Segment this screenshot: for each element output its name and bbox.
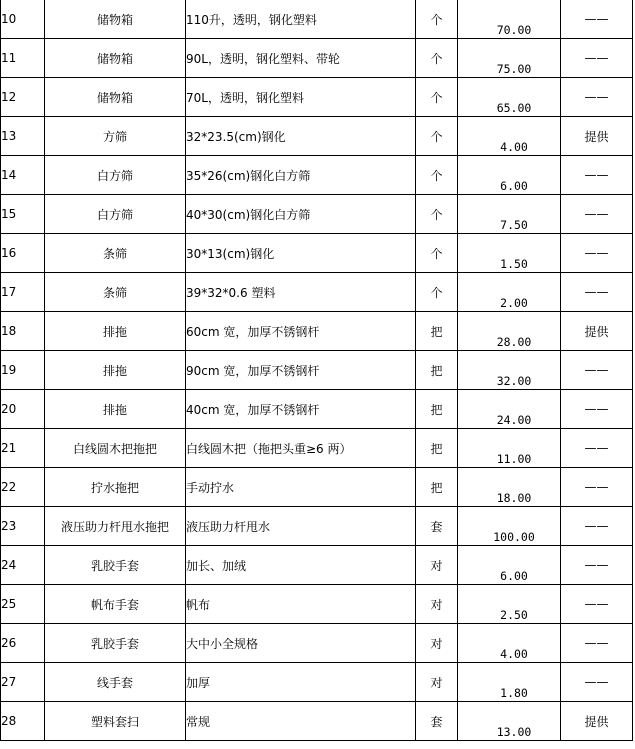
item-note-cell xyxy=(561,78,633,117)
item-number-cell xyxy=(1,663,45,702)
item-spec-text: 32*23.5(cm)钢化 xyxy=(186,129,286,144)
item-note-cell xyxy=(561,351,633,390)
item-spec-text: 手动拧水 xyxy=(186,480,235,495)
item-price-cell xyxy=(458,234,561,273)
item-note-cell xyxy=(561,390,633,429)
item-note-text: —— xyxy=(584,168,609,182)
item-number-cell xyxy=(1,624,45,663)
item-spec-cell xyxy=(186,507,416,546)
item-name-text: 乳胶手套 xyxy=(90,636,139,651)
item-spec-text: 帆布 xyxy=(186,597,211,612)
item-note-cell xyxy=(561,507,633,546)
table-row xyxy=(1,195,633,234)
item-number-text: 20 xyxy=(1,402,17,416)
item-price-text: 4.00 xyxy=(500,647,528,661)
item-spec-cell xyxy=(186,0,416,39)
table-row xyxy=(1,39,633,78)
item-number-cell xyxy=(1,78,45,117)
item-price-cell xyxy=(458,507,561,546)
item-price-cell xyxy=(458,546,561,585)
item-name-cell xyxy=(45,663,186,702)
item-price-text: 6.00 xyxy=(500,569,528,583)
item-number-cell xyxy=(1,39,45,78)
table-row xyxy=(1,429,633,468)
item-unit-text: 把 xyxy=(430,480,443,495)
item-name-text: 排拖 xyxy=(102,324,127,339)
table-row xyxy=(1,468,633,507)
item-spec-text: 90L，透明，钢化塑料、带轮 xyxy=(186,51,340,66)
table-row xyxy=(1,156,633,195)
item-number-text: 23 xyxy=(1,519,17,533)
item-name-text: 条筛 xyxy=(102,285,127,300)
item-spec-cell xyxy=(186,117,416,156)
item-spec-text: 39*32*0.6 塑料 xyxy=(186,285,276,300)
item-number-text: 17 xyxy=(1,285,17,299)
item-note-text: —— xyxy=(584,90,609,104)
table-row xyxy=(1,702,633,741)
item-note-cell xyxy=(561,663,633,702)
item-note-text: —— xyxy=(584,207,609,221)
item-note-text: 提供 xyxy=(584,129,609,144)
item-name-cell xyxy=(45,234,186,273)
item-name-text: 线手套 xyxy=(96,675,133,690)
item-spec-text: 30*13(cm)钢化 xyxy=(186,246,275,261)
item-spec-cell xyxy=(186,312,416,351)
item-price-text: 24.00 xyxy=(496,413,532,427)
item-spec-text: 40*30(cm)钢化白方筛 xyxy=(186,207,311,222)
item-name-text: 乳胶手套 xyxy=(90,558,139,573)
item-price-text: 2.00 xyxy=(500,296,528,310)
item-number-cell xyxy=(1,312,45,351)
item-price-text: 11.00 xyxy=(496,452,532,466)
item-price-cell xyxy=(458,351,561,390)
item-price-cell xyxy=(458,156,561,195)
item-note-text: —— xyxy=(584,402,609,416)
item-unit-cell xyxy=(416,507,458,546)
item-price-text: 32.00 xyxy=(496,374,532,388)
item-note-text: —— xyxy=(584,441,609,455)
item-number-text: 16 xyxy=(1,246,17,260)
item-spec-text: 110升，透明，钢化塑料 xyxy=(186,12,317,27)
item-number-text: 19 xyxy=(1,363,17,377)
item-number-cell xyxy=(1,234,45,273)
item-note-cell xyxy=(561,117,633,156)
table-row xyxy=(1,390,633,429)
item-note-text: —— xyxy=(584,636,609,650)
item-note-text: —— xyxy=(584,558,609,572)
item-spec-text: 白线圆木把（拖把头重≥6 两） xyxy=(186,441,352,456)
item-name-text: 帆布手套 xyxy=(90,597,139,612)
item-unit-text: 把 xyxy=(430,363,443,378)
item-note-text: —— xyxy=(584,12,609,26)
item-name-cell xyxy=(45,273,186,312)
item-spec-cell xyxy=(186,546,416,585)
item-spec-cell xyxy=(186,273,416,312)
item-name-cell xyxy=(45,117,186,156)
item-name-text: 白方筛 xyxy=(96,207,133,222)
item-number-text: 14 xyxy=(1,168,17,182)
item-unit-text: 套 xyxy=(430,714,443,729)
item-note-cell xyxy=(561,312,633,351)
item-note-cell xyxy=(561,702,633,741)
item-spec-text: 加厚 xyxy=(186,675,211,690)
item-unit-cell xyxy=(416,156,458,195)
item-unit-cell xyxy=(416,429,458,468)
item-price-text: 28.00 xyxy=(496,335,532,349)
item-spec-cell xyxy=(186,702,416,741)
item-spec-cell xyxy=(186,195,416,234)
item-spec-cell xyxy=(186,468,416,507)
item-name-text: 拧水拖把 xyxy=(90,480,139,495)
item-name-text: 白方筛 xyxy=(96,168,133,183)
item-spec-text: 液压助力杆甩水 xyxy=(186,519,271,534)
item-note-text: —— xyxy=(584,597,609,611)
item-note-cell xyxy=(561,39,633,78)
item-name-text: 液压助力杆甩水拖把 xyxy=(60,519,169,534)
table-row xyxy=(1,234,633,273)
item-unit-cell xyxy=(416,273,458,312)
item-note-text: —— xyxy=(584,246,609,260)
item-price-text: 75.00 xyxy=(496,62,532,76)
item-unit-cell xyxy=(416,702,458,741)
item-number-text: 22 xyxy=(1,480,17,494)
item-unit-text: 个 xyxy=(430,90,443,105)
item-price-cell xyxy=(458,624,561,663)
item-number-text: 26 xyxy=(1,636,17,650)
item-unit-text: 对 xyxy=(430,558,443,573)
item-unit-cell xyxy=(416,195,458,234)
item-name-text: 条筛 xyxy=(102,246,127,261)
item-unit-cell xyxy=(416,78,458,117)
item-price-cell xyxy=(458,0,561,39)
item-unit-cell xyxy=(416,39,458,78)
item-note-text: —— xyxy=(584,519,609,533)
table-row xyxy=(1,78,633,117)
item-spec-text: 40cm 宽，加厚不锈钢杆 xyxy=(186,402,320,417)
item-spec-cell xyxy=(186,624,416,663)
item-spec-text: 加长、加绒 xyxy=(186,558,247,573)
item-price-cell xyxy=(458,195,561,234)
item-note-text: —— xyxy=(584,480,609,494)
item-spec-cell xyxy=(186,351,416,390)
item-spec-cell xyxy=(186,156,416,195)
table-row xyxy=(1,507,633,546)
item-number-text: 12 xyxy=(1,90,17,104)
item-number-cell xyxy=(1,117,45,156)
item-spec-text: 90cm 宽，加厚不锈钢杆 xyxy=(186,363,320,378)
item-number-text: 18 xyxy=(1,324,17,338)
price-table-body xyxy=(1,0,633,741)
table-row xyxy=(1,585,633,624)
item-unit-text: 对 xyxy=(430,675,443,690)
item-name-text: 白线圆木把拖把 xyxy=(72,441,157,456)
item-name-cell xyxy=(45,351,186,390)
item-name-cell xyxy=(45,624,186,663)
item-price-text: 6.00 xyxy=(500,179,528,193)
item-name-cell xyxy=(45,507,186,546)
item-spec-text: 大中小全规格 xyxy=(186,636,259,651)
item-note-cell xyxy=(561,195,633,234)
item-note-cell xyxy=(561,468,633,507)
item-unit-cell xyxy=(416,312,458,351)
item-name-cell xyxy=(45,429,186,468)
item-note-text: —— xyxy=(584,285,609,299)
item-unit-cell xyxy=(416,234,458,273)
item-number-text: 24 xyxy=(1,558,17,572)
item-number-cell xyxy=(1,0,45,39)
item-unit-text: 套 xyxy=(430,519,443,534)
item-number-cell xyxy=(1,468,45,507)
item-number-cell xyxy=(1,390,45,429)
item-price-cell xyxy=(458,390,561,429)
item-price-text: 70.00 xyxy=(496,23,532,37)
item-price-cell xyxy=(458,312,561,351)
table-row xyxy=(1,546,633,585)
item-unit-text: 对 xyxy=(430,597,443,612)
item-spec-cell xyxy=(186,390,416,429)
item-note-cell xyxy=(561,429,633,468)
item-unit-cell xyxy=(416,468,458,507)
item-unit-text: 对 xyxy=(430,636,443,651)
table-row xyxy=(1,312,633,351)
item-number-text: 10 xyxy=(1,12,17,26)
item-name-cell xyxy=(45,468,186,507)
item-spec-cell xyxy=(186,663,416,702)
item-name-text: 储物箱 xyxy=(96,90,133,105)
item-name-cell xyxy=(45,390,186,429)
item-unit-text: 个 xyxy=(430,246,443,261)
item-name-cell xyxy=(45,546,186,585)
item-price-cell xyxy=(458,117,561,156)
item-number-text: 15 xyxy=(1,207,17,221)
item-name-text: 储物箱 xyxy=(96,51,133,66)
item-price-cell xyxy=(458,39,561,78)
table-row xyxy=(1,663,633,702)
item-number-text: 25 xyxy=(1,597,17,611)
table-row xyxy=(1,351,633,390)
item-name-cell xyxy=(45,195,186,234)
item-unit-cell xyxy=(416,624,458,663)
item-price-cell xyxy=(458,663,561,702)
item-price-text: 7.50 xyxy=(500,218,528,232)
item-note-cell xyxy=(561,156,633,195)
table-row xyxy=(1,624,633,663)
item-spec-text: 35*26(cm)钢化白方筛 xyxy=(186,168,311,183)
item-number-text: 27 xyxy=(1,675,17,689)
item-name-cell xyxy=(45,39,186,78)
item-unit-text: 个 xyxy=(430,12,443,27)
item-price-text: 18.00 xyxy=(496,491,532,505)
item-price-cell xyxy=(458,702,561,741)
table-row xyxy=(1,117,633,156)
item-spec-cell xyxy=(186,234,416,273)
item-price-cell xyxy=(458,273,561,312)
item-price-cell xyxy=(458,585,561,624)
item-number-text: 21 xyxy=(1,441,17,455)
item-note-cell xyxy=(561,546,633,585)
item-name-text: 塑料套扫 xyxy=(90,714,139,729)
item-unit-text: 把 xyxy=(430,402,443,417)
item-note-cell xyxy=(561,585,633,624)
item-name-cell xyxy=(45,78,186,117)
item-note-text: —— xyxy=(584,363,609,377)
item-price-cell xyxy=(458,78,561,117)
item-number-cell xyxy=(1,273,45,312)
item-price-text: 13.00 xyxy=(496,725,532,739)
item-note-text: 提供 xyxy=(584,324,609,339)
item-number-cell xyxy=(1,351,45,390)
item-spec-text: 常规 xyxy=(186,714,211,729)
item-unit-cell xyxy=(416,0,458,39)
table-row xyxy=(1,0,633,39)
item-unit-text: 个 xyxy=(430,129,443,144)
table-row xyxy=(1,273,633,312)
item-name-cell xyxy=(45,0,186,39)
item-unit-cell xyxy=(416,351,458,390)
item-unit-text: 把 xyxy=(430,324,443,339)
item-name-text: 排拖 xyxy=(102,402,127,417)
item-spec-text: 70L，透明，钢化塑料 xyxy=(186,90,304,105)
item-note-cell xyxy=(561,0,633,39)
item-spec-cell xyxy=(186,78,416,117)
item-note-text: —— xyxy=(584,51,609,65)
item-price-text: 4.00 xyxy=(500,140,528,154)
item-unit-cell xyxy=(416,546,458,585)
item-unit-cell xyxy=(416,390,458,429)
item-name-text: 储物箱 xyxy=(96,12,133,27)
item-note-cell xyxy=(561,273,633,312)
item-spec-cell xyxy=(186,585,416,624)
item-unit-cell xyxy=(416,117,458,156)
item-number-cell xyxy=(1,546,45,585)
item-price-cell xyxy=(458,468,561,507)
item-number-cell xyxy=(1,702,45,741)
item-unit-text: 个 xyxy=(430,207,443,222)
item-number-cell xyxy=(1,156,45,195)
item-price-text: 65.00 xyxy=(496,101,532,115)
item-name-cell xyxy=(45,702,186,741)
item-unit-cell xyxy=(416,663,458,702)
item-spec-text: 60cm 宽，加厚不锈钢杆 xyxy=(186,324,320,339)
item-number-cell xyxy=(1,585,45,624)
item-price-text: 100.00 xyxy=(493,530,535,544)
item-name-text: 排拖 xyxy=(102,363,127,378)
item-spec-cell xyxy=(186,39,416,78)
item-number-text: 28 xyxy=(1,714,17,728)
item-number-text: 11 xyxy=(1,51,17,65)
item-price-text: 1.80 xyxy=(500,686,528,700)
item-number-text: 13 xyxy=(1,129,17,143)
item-number-cell xyxy=(1,429,45,468)
item-note-cell xyxy=(561,234,633,273)
item-name-cell xyxy=(45,312,186,351)
item-number-cell xyxy=(1,195,45,234)
item-spec-cell xyxy=(186,429,416,468)
item-unit-text: 个 xyxy=(430,51,443,66)
item-unit-cell xyxy=(416,585,458,624)
item-price-text: 1.50 xyxy=(500,257,528,271)
item-price-text: 2.50 xyxy=(500,608,528,622)
item-note-text: —— xyxy=(584,675,609,689)
item-name-cell xyxy=(45,585,186,624)
item-note-cell xyxy=(561,624,633,663)
item-number-cell xyxy=(1,507,45,546)
item-price-cell xyxy=(458,429,561,468)
item-name-cell xyxy=(45,156,186,195)
item-note-text: 提供 xyxy=(584,714,609,729)
item-unit-text: 把 xyxy=(430,441,443,456)
item-unit-text: 个 xyxy=(430,285,443,300)
item-unit-text: 个 xyxy=(430,168,443,183)
item-name-text: 方筛 xyxy=(102,129,127,144)
